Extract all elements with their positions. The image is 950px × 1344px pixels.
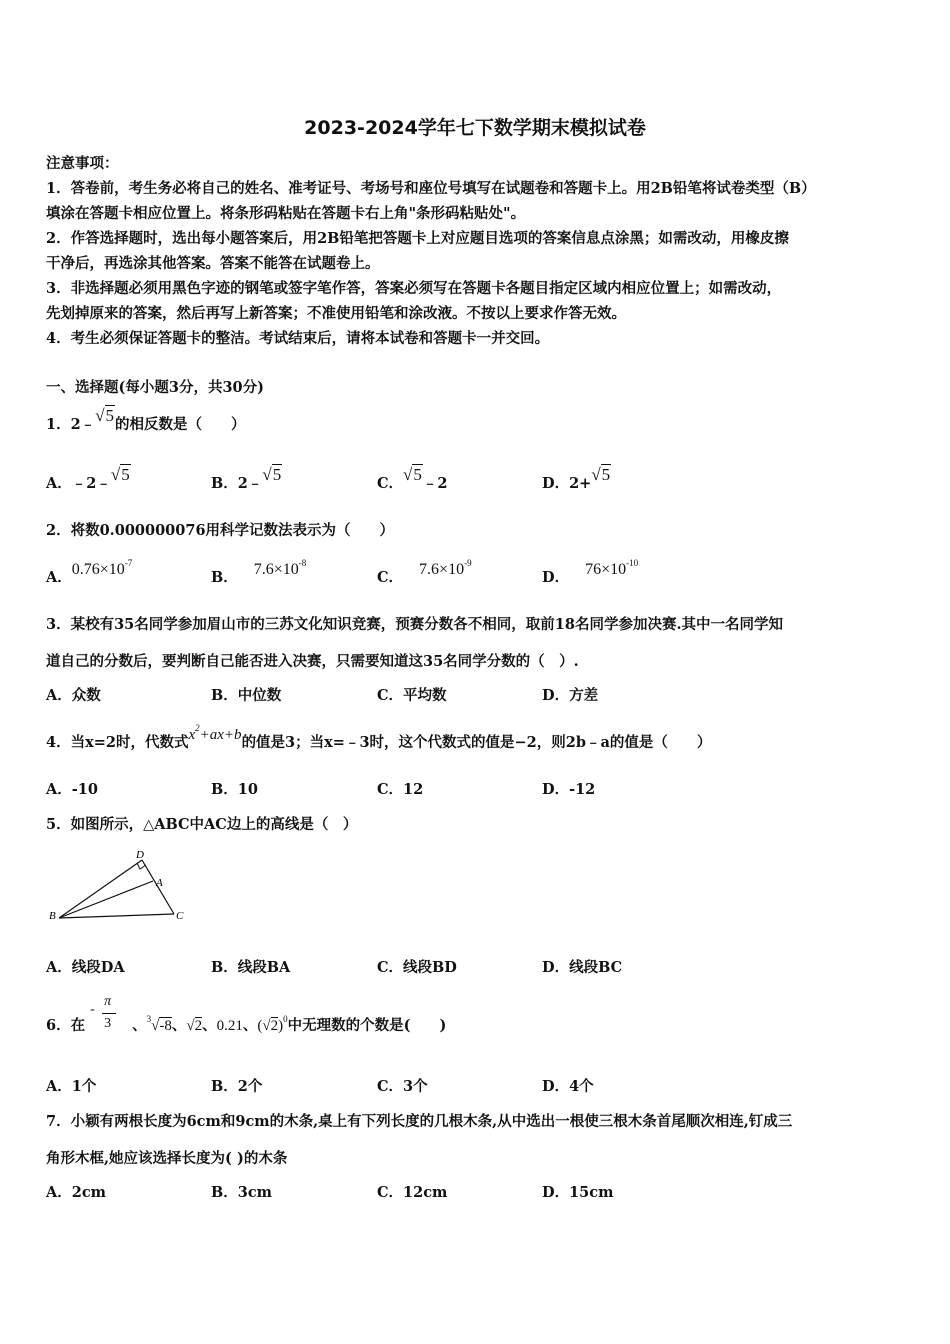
question-1 (46, 406, 906, 434)
question-5: 5．如图所示，△ABC中AC边上的高线是（ ） (46, 816, 358, 833)
notice-line-6: 先划掉原来的答案，然后再写上新答案；不准使用铅笔和涂改液。不按以上要求作答无效。 (46, 305, 626, 322)
q6-cube-root: $^3$√-8 (146, 1014, 172, 1034)
page-title: 2023-2024学年七下数学期末模拟试卷 (304, 117, 646, 139)
question-7-line-1: 7．小颖有两根长度为6cm和9cm的木条,桌上有下列长度的几根木条,从中选出一根使三根木条首尾顺次相连,钉成三 (46, 1113, 793, 1130)
notice-line-4: 干净后，再选涂其他答案。答案不能答在试题卷上。 (46, 255, 380, 272)
q4-option-b[interactable]: B．10 (211, 781, 258, 798)
q7-option-d[interactable]: D．15cm (542, 1184, 614, 1201)
q2-option-b[interactable]: B． $7.6\times 10^{-8}$ (211, 558, 307, 586)
q6-option-c[interactable]: C．3个 (377, 1078, 428, 1095)
segment-bd (59, 860, 142, 918)
q1-stem-post: 的相反数是（ ） (115, 416, 246, 433)
q1-option-c[interactable]: C．√5﹣2 (377, 465, 448, 492)
q7-option-c[interactable]: C．12cm (377, 1184, 448, 1201)
q4-option-a[interactable]: A．-10 (46, 781, 98, 798)
question-3-line-1: 3．某校有35名同学参加眉山市的三苏文化知识竞赛，预赛分数各不相同，取前18名同学参加决赛.其中一名同学知 (46, 616, 783, 633)
q5-option-d[interactable]: D．线段BC (542, 959, 623, 976)
q2-option-c[interactable]: C． $7.6\times 10^{-9}$ (377, 558, 472, 586)
q5-option-a[interactable]: A．线段DA (46, 959, 125, 976)
question-2: 2．将数0.000000076用科学记数法表示为（ ） (46, 522, 395, 539)
q2-option-d[interactable]: D． $76\times 10^{-10}$ (542, 558, 639, 586)
q6-option-a[interactable]: A．1个 (46, 1078, 97, 1095)
q1-option-b[interactable]: B．2﹣√5 (211, 465, 282, 492)
q1-option-d[interactable]: D．2+√5 (542, 465, 611, 492)
q6-fraction: - π 3 (90, 1016, 132, 1036)
notice-heading: 注意事项： (46, 155, 119, 172)
label-b: B (49, 910, 56, 922)
q6-sqrt: √2 (186, 1018, 203, 1034)
q1-sqrt: √5 (95, 406, 115, 425)
notice-line-7: 4．考生必须保证答题卡的整洁。考试结束后，请将本试卷和答题卡一并交回。 (46, 330, 550, 347)
segment-ba (59, 881, 153, 918)
q1-option-a[interactable]: A．﹣2﹣√5 (46, 465, 130, 492)
question-4: 4．当x=2时，代数式$x^2+ax+b$的值是3；当x=﹣3时，这个代数式的值是−2，则2b﹣a的值是（ ） (46, 723, 712, 751)
notice-line-2: 填涂在答题卡相应位置上。将条形码粘贴在答题卡右上角"条形码粘贴处"。 (46, 205, 526, 222)
q5-option-c[interactable]: C．线段BD (377, 959, 457, 976)
q6-power: $(√2)^0$ (257, 1014, 288, 1034)
label-c: C (176, 910, 184, 922)
q3-option-b[interactable]: B．中位数 (211, 687, 282, 704)
question-7-line-2: 角形木框,她应该选择长度为( )的木条 (46, 1150, 288, 1167)
label-a: A (156, 877, 163, 889)
q1-stem-pre: 1．2﹣ (46, 416, 96, 433)
q3-option-d[interactable]: D．方差 (542, 687, 599, 704)
q4-option-c[interactable]: C．12 (377, 781, 424, 798)
notice-line-1: 1．答卷前，考生务必将自己的姓名、准考证号、考场号和座位号填写在试题卷和答题卡上。用2B铅笔将试卷类型（B） (46, 180, 816, 197)
q5-option-b[interactable]: B．线段BA (211, 959, 291, 976)
triangle-figure (46, 846, 196, 926)
notice-line-5: 3．非选择题必须用黑色字迹的钢笔或签字笔作答，答案必须写在答题卡各题目指定区域内相应位置上；如需改动， (46, 280, 782, 297)
question-3-line-2: 道自己的分数后，要判断自己能否进入决赛，只需要知道这35名同学分数的（ ）. (46, 653, 579, 670)
label-d: D (136, 849, 144, 861)
q7-option-a[interactable]: A．2cm (46, 1184, 107, 1201)
q2-option-a[interactable]: A．$0.76\times 10^{-7}$ (46, 558, 133, 586)
section-heading: 一、选择题(每小题3分，共30分) (46, 379, 264, 396)
q3-option-a[interactable]: A．众数 (46, 687, 101, 704)
segment-bc (59, 914, 174, 918)
q7-option-b[interactable]: B．3cm (211, 1184, 273, 1201)
q6-option-b[interactable]: B．2个 (211, 1078, 263, 1095)
q6-option-d[interactable]: D．4个 (542, 1078, 594, 1095)
q6-decimal: 0.21 (216, 1018, 243, 1034)
q4-option-d[interactable]: D．-12 (542, 781, 596, 798)
q4-expression: $x^2+ax+b$ (188, 723, 242, 743)
q3-option-c[interactable]: C．平均数 (377, 687, 447, 704)
notice-line-3: 2．作答选择题时，选出每小题答案后，用2B铅笔把答题卡上对应题目选项的答案信息点涂黑；如需改动，用橡皮擦 (46, 230, 789, 247)
question-6: 6．在 - π 3 、$^3$√-8、√2、0.21、$(√2)^0$中无理数的个数是( ) (46, 994, 447, 1034)
